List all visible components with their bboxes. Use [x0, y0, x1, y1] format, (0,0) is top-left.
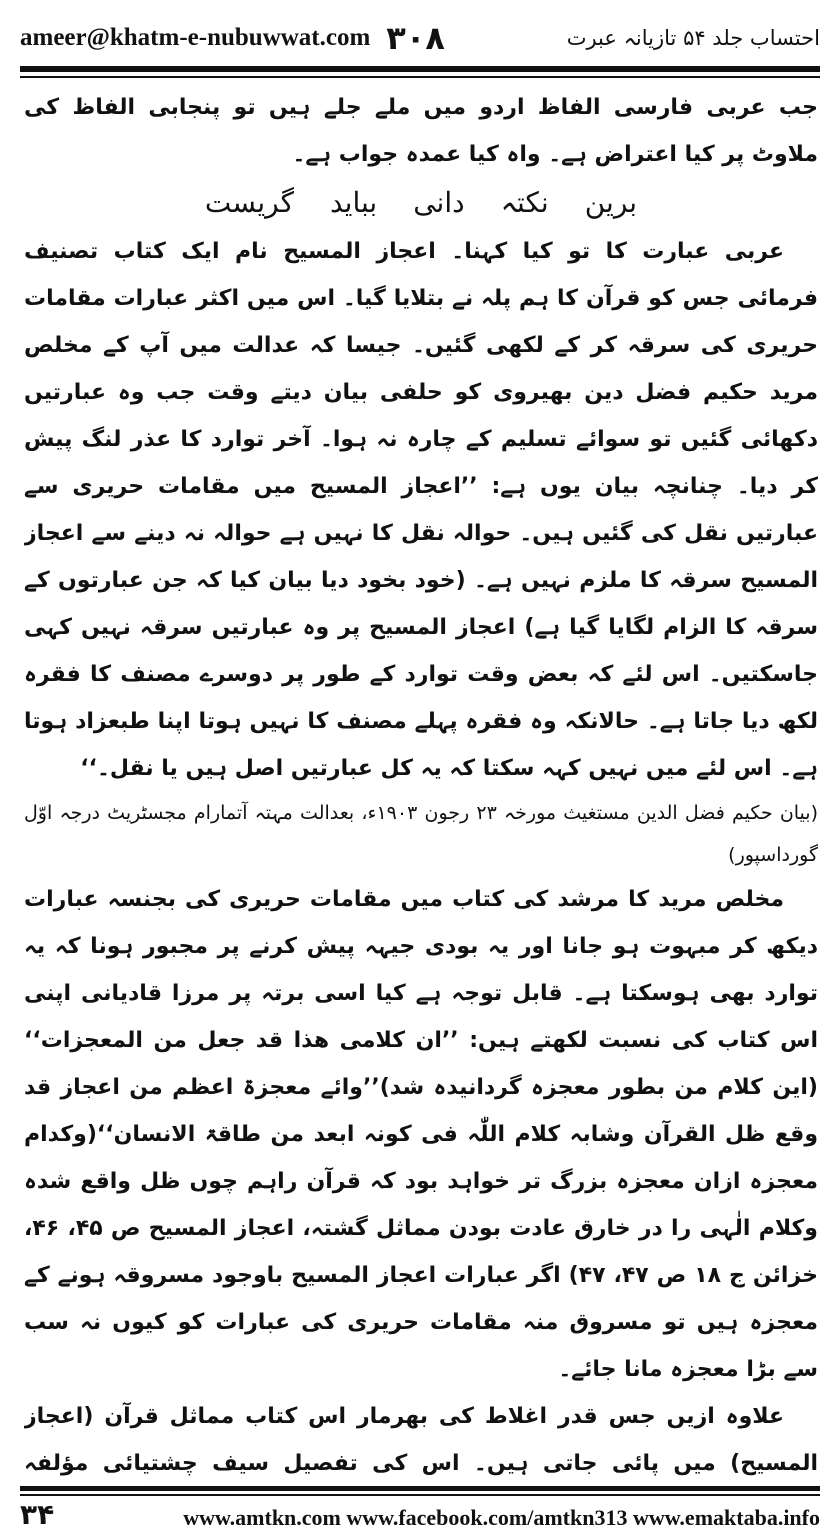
verse-word: نکتہ: [500, 186, 549, 219]
header-page-number: ۳۰۸: [386, 19, 445, 57]
paragraph-3: [24, 876, 818, 1393]
header-email[interactable]: ameer@khatm-e-nubuwwat.com: [20, 24, 371, 51]
citation: (بیان حکیم فضل الدین مستغیث مورخہ ۲۳ رجون ۱۹۰۳ء، بعدالت مہتہ آتمارام مجسٹریٹ درجہ اوّل گورداسپور): [24, 802, 818, 866]
verse-word: بباید: [329, 186, 378, 219]
verse-word: گریست: [204, 186, 294, 219]
persian-verse: [24, 178, 818, 228]
header-left: [20, 19, 445, 57]
footer-rule-thick: [20, 1486, 820, 1491]
page-header: [20, 14, 820, 62]
verse-word: دانی: [413, 186, 465, 219]
footer-links[interactable]: www.amtkn.com www.facebook.com/amtkn313 www.emaktaba.info: [183, 1505, 820, 1530]
paragraph-2: عربی عبارت کا تو کیا کہنا۔ اعجاز المسیح نام ایک کتاب تصنیف فرمائی جس کو قرآن کا ہم پلہ نے بتلایا گیا۔ اس میں اکثر عبارات مقامات حریری کی سرقہ کر کے لکھی گئیں۔ جیسا کہ عدالت میں آپ کے مخلص مرید حکیم فضل دین بھیروی کو حلفی بیان دیتے وقت جب وہ عبارتیں دکھائی گئیں تو سوائے تسلیم کے چارہ نہ ہوا۔ آخر توارد کا عذر لنگ پیش کر دیا۔ چنانچہ بیان یوں ہے: ’’اعجاز المسیح میں مقامات حریری سے عبارتیں نقل کی گئیں ہیں۔ حوالہ نقل کا نہیں ہے حوالہ نہ دینے سے اعجاز المسیح سرقہ کا ملزم نہیں ہے۔ (خود بخود دیا بیان کیا کہ جن عبارتوں کے سرقہ کا الزام لگایا گیا ہے) اعجاز المسیح پر وہ عبارتیں سرقہ نہیں کہی جاسکتیں۔ اس لئے کہ بعض وقت توارد کے طور پر دوسرے مصنف کا فقرہ لکھ دیا جاتا ہے۔ حالانکہ وہ فقرہ پہلے مصنف کا نہیں ہوتا اپنا طبعزاد ہوتا ہے۔ اس لئے میں نہیں کہہ سکتا کہ یہ کل عبارتیں اصل ہیں یا نقل۔‘‘: [24, 239, 818, 781]
paragraph-3-part-c: ‘‘(وکدام معجزہ ازان معجزہ بزرگ تر خواہد بود کہ قرآن راہم چوں ظل واقع شدہ وکلام الٰہی را در خارق عادت بودن مماثل گشتہ، اعجاز المسیح ص ۴۵، ۴۶، خزائن ج ۱۸ ص ۴۷، ۴۷) اگر عبارات اعجاز المسیح باوجود مسروقہ ہونے کے معجزہ ہیں تو مسروق منہ مقامات حریری کی عبارات کو کیوں نہ سب سے بڑا معجزہ مانا جائے۔: [24, 1122, 818, 1382]
footer-page-number: ۳۴: [20, 1497, 55, 1531]
paragraph-3-part-a: مخلص مرید کا مرشد کی کتاب میں مقامات حریری کی بجنسہ عبارات دیکھ کر مبہوت ہو جانا اور یہ بودی جیہہ پیش کرنے پر مجبور ہونا کہ یہ توارد بھی ہوسکتا ہے۔ قابل توجہ ہے کیا اسی برتہ پر مرزا قادیانی اپنی اس کتاب کی نسبت لکھتے ہیں: ’’: [24, 887, 818, 1053]
header-rule-thin: [20, 76, 820, 78]
arabic-quote-1: ان کلامی ھذا قد جعل من المعجزات: [40, 1028, 442, 1053]
paragraph-3-part-b: ‘‘ (این کلام من بطور معجزہ گردانیدہ شد)’’: [24, 1028, 818, 1100]
paragraph-4: علاوہ ازیں جس قدر اغلاط کی بھرمار اس کتاب مماثل قرآن (اعجاز المسیح) میں پائی جاتی ہیں۔ اس کی تفصیل سیف چشتیائی مؤلفہ: [24, 1404, 818, 1476]
header-rule-thick: [20, 66, 820, 72]
paragraph-1: جب عربی فارسی الفاظ اردو میں ملے جلے ہیں تو پنجابی الفاظ کی ملاوٹ پر کیا اعتراض ہے۔ واہ کیا عمدہ جواب ہے۔: [24, 95, 818, 167]
page-body: [24, 84, 818, 1482]
book-title: احتساب جلد ۵۴ تازیانہ عبرت: [566, 26, 820, 50]
arabic-quote-2: وائے معجزۃ اعظم من اعجاز قد وقع ظل القرآن وشابہ کلام اللّٰہ فی کونہ ابعد من طاقۃ الانسان: [24, 1075, 818, 1147]
footer-rule-thin: [20, 1494, 820, 1496]
page-footer: [20, 1494, 820, 1534]
verse-word: برین: [584, 186, 638, 219]
